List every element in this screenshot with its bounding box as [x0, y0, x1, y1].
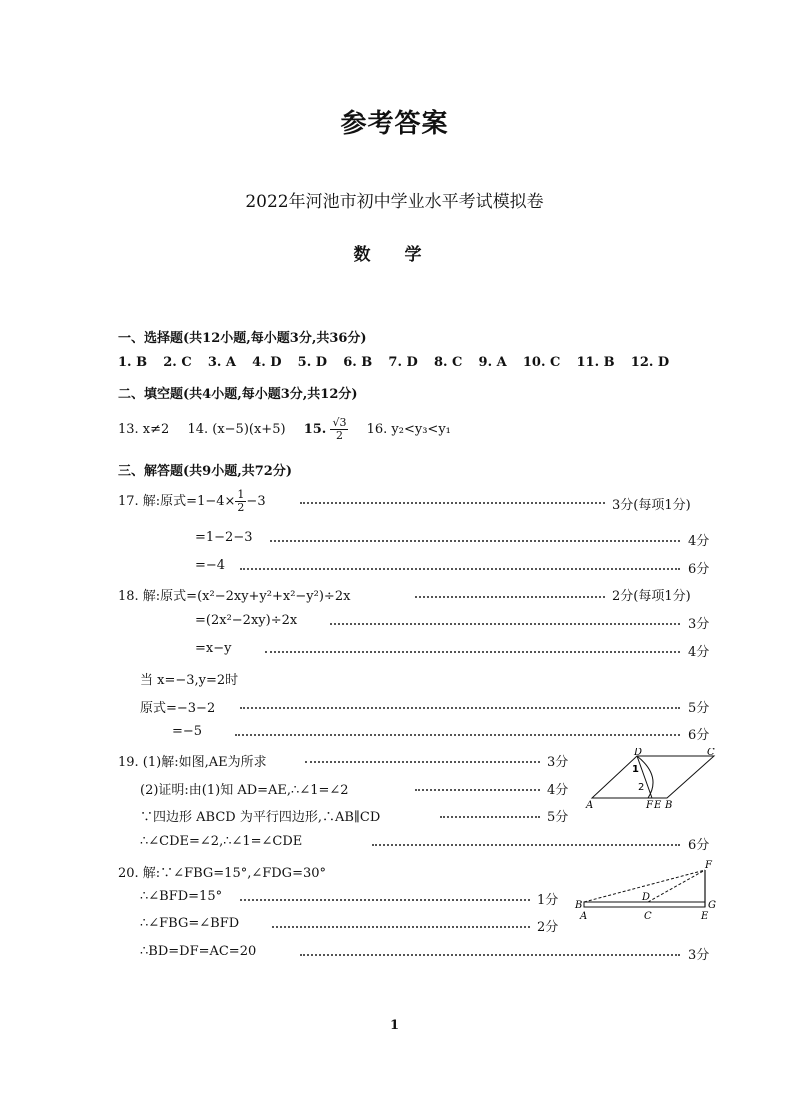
label-a: A: [580, 911, 588, 922]
label-e: E: [701, 911, 709, 922]
section-choice-heading: 一、选择题(共12小题,每小题3分,共36分): [118, 331, 367, 346]
exam-subtitle: 2022年河池市初中学业水平考试模拟卷: [245, 192, 544, 212]
fraction-denominator: 2: [335, 429, 343, 442]
answer-item: 11. B: [576, 355, 615, 370]
q19-points-2: 4分: [547, 783, 569, 798]
q18-line1: 18. 解:原式=(x²−2xy+y²+x²−y²)÷2x: [118, 589, 351, 604]
subject-heading: 数 学: [353, 245, 436, 265]
label-angle-1: 1: [632, 764, 639, 775]
leader-dots: [372, 844, 680, 846]
q20-points-3: 2分: [537, 920, 559, 935]
q17-points-1: 3分(每项1分): [612, 498, 691, 513]
q17-line1: [118, 489, 266, 514]
label-c: C: [707, 748, 715, 758]
leader-dots: [240, 707, 680, 709]
q19-points-3: 5分: [547, 810, 569, 825]
answer-item: 2. C: [163, 355, 192, 370]
q17-line2: =1−2−3: [195, 530, 253, 545]
leader-dots: [240, 899, 530, 901]
height-measure-figure: [574, 858, 722, 922]
leader-dots: [415, 596, 605, 598]
fill-answers: [118, 417, 451, 442]
q20-points-2: 1分: [537, 893, 559, 908]
page-number: 1: [389, 1018, 400, 1033]
answer-item: 12. D: [630, 355, 670, 370]
leader-dots: [300, 954, 680, 956]
answer-item: 5. D: [297, 355, 328, 370]
label-d: D: [642, 892, 651, 903]
answer-13: 13. x≠2: [118, 422, 170, 437]
q20-line2: ∴∠BFD=15°: [140, 889, 223, 904]
q18-points-6: 6分: [688, 728, 710, 743]
label-g: G: [708, 900, 716, 911]
label-c: C: [644, 911, 652, 922]
answer-15-label: 15.: [303, 422, 327, 437]
q17-expr: 17. 解:原式=1−4×: [118, 494, 236, 509]
label-f: F: [646, 800, 653, 810]
q17-fraction: [235, 489, 246, 514]
leader-dots: [415, 789, 540, 791]
q19-line3: ∵四边形 ABCD 为平行四边形,∴AB∥CD: [140, 810, 381, 825]
choice-answers: [118, 355, 669, 370]
answer-item: 3. A: [207, 355, 237, 370]
q17-line3: =−4: [195, 558, 226, 573]
leader-dots: [300, 502, 605, 504]
answer-item: 10. C: [522, 355, 561, 370]
leader-dots: [235, 734, 680, 736]
answer-14: 14. (x−5)(x+5): [187, 422, 286, 437]
fraction-denominator: 2: [237, 501, 245, 514]
leader-dots: [272, 926, 530, 928]
q18-line6: =−5: [172, 724, 203, 739]
leader-dots: [440, 816, 540, 818]
q18-points-2: 3分: [688, 617, 710, 632]
parallelogram-abcd: [592, 756, 714, 798]
section-fill-heading: 二、填空题(共4小题,每小题3分,共12分): [118, 387, 358, 402]
q17-points-2: 4分: [688, 534, 710, 549]
fraction-numerator: √3: [332, 416, 347, 429]
leader-dots: [240, 568, 680, 570]
q19-line2: (2)证明:由(1)知 AD=AE,∴∠1=∠2: [140, 783, 349, 798]
answer-15-fraction: [330, 417, 348, 442]
q18-line2: =(2x²−2xy)÷2x: [195, 613, 298, 628]
q20-line1: 20. 解:∵∠FBG=15°,∠FDG=30°: [118, 866, 327, 881]
label-a: A: [586, 800, 594, 810]
q20-line3: ∴∠FBG=∠BFD: [140, 916, 240, 931]
answer-item: 8. C: [433, 355, 463, 370]
q18-line4: 当 x=−3,y=2时: [140, 673, 239, 688]
leader-dots: [265, 651, 680, 653]
q20-points-4: 3分: [688, 948, 710, 963]
leader-dots: [305, 761, 540, 763]
q19-points-4: 6分: [688, 838, 710, 853]
label-b: B: [575, 900, 583, 911]
answer-item: 1. B: [118, 355, 148, 370]
label-e: E: [654, 800, 662, 810]
line-df: [648, 870, 705, 902]
q19-points-1: 3分: [547, 755, 569, 770]
answer-16: 16. y₂<y₃<y₁: [366, 422, 451, 437]
q19-line1: 19. (1)解:如图,AE为所求: [118, 755, 267, 770]
answer-item: 7. D: [388, 355, 418, 370]
q17-expr-tail: −3: [246, 494, 266, 509]
q18-points-1: 2分(每项1分): [612, 589, 691, 604]
page-title: 参考答案: [340, 109, 449, 139]
q20-line4: ∴BD=DF=AC=20: [140, 944, 257, 959]
q17-points-3: 6分: [688, 562, 710, 577]
leader-dots: [270, 540, 680, 542]
q18-line3: =x−y: [195, 641, 232, 656]
q18-line5: 原式=−3−2: [140, 701, 216, 716]
label-angle-2: 2: [638, 782, 645, 793]
answer-item: 6. B: [343, 355, 373, 370]
parallelogram-figure: [582, 748, 722, 810]
q19-line4: ∴∠CDE=∠2,∴∠1=∠CDE: [140, 834, 303, 849]
label-b: B: [665, 800, 673, 810]
fraction-numerator: 1: [237, 488, 245, 501]
q18-points-3: 4分: [688, 645, 710, 660]
label-f: F: [705, 860, 712, 871]
leader-dots: [330, 623, 680, 625]
q18-points-5: 5分: [688, 701, 710, 716]
label-d: D: [634, 748, 643, 758]
answer-item: 9. A: [478, 355, 507, 370]
answer-item: 4. D: [252, 355, 282, 370]
section-solve-heading: 三、解答题(共9小题,共72分): [118, 464, 292, 479]
